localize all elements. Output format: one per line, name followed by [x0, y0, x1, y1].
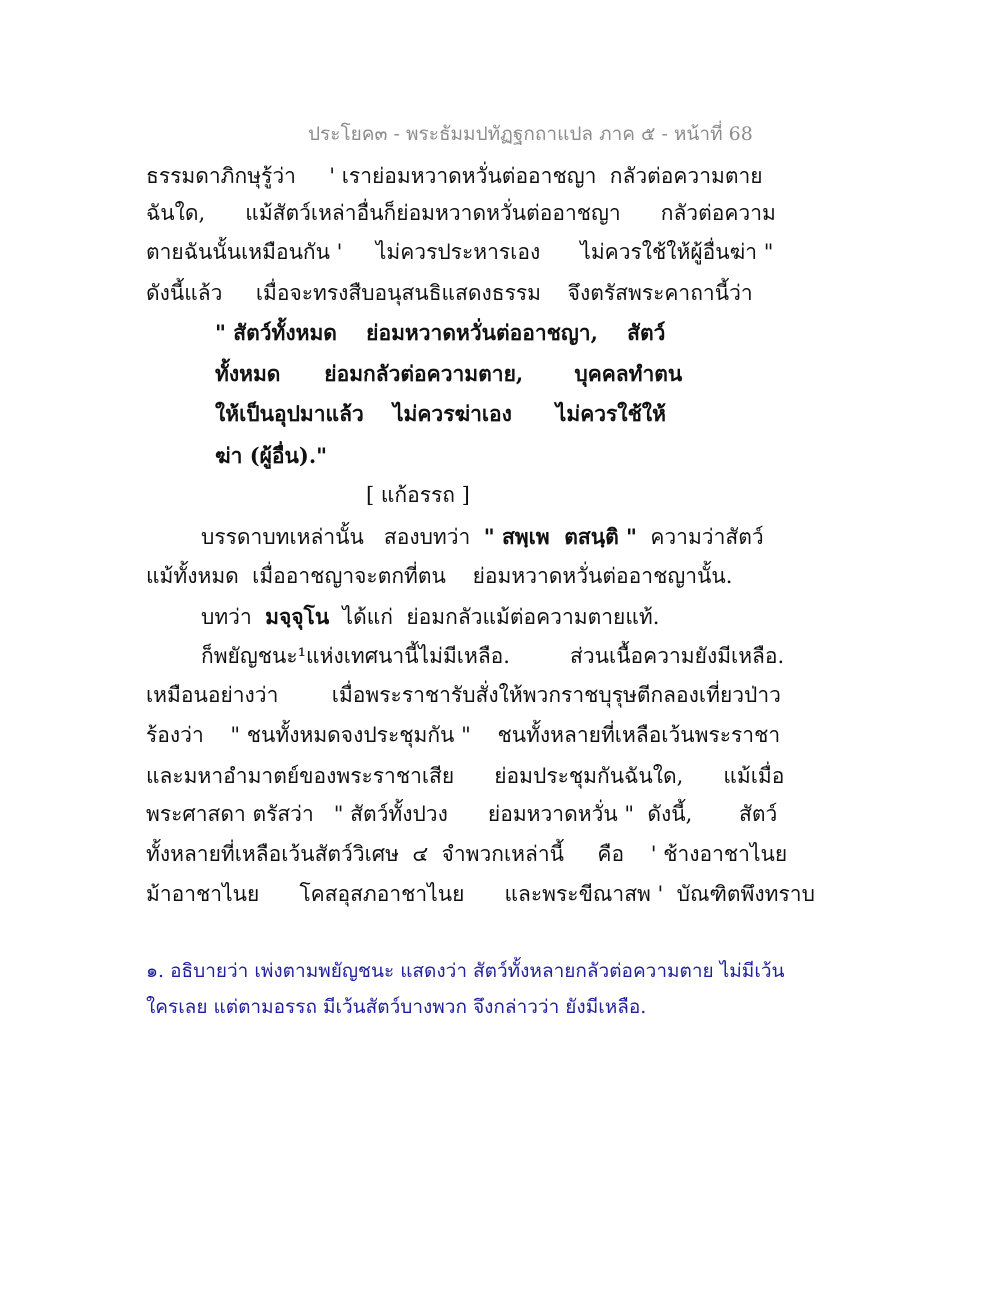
pali-term: " สพฺเพ ตสนฺติ " — [483, 524, 637, 549]
text-segment: บทว่า — [201, 605, 266, 629]
text-segment: บรรดาบทเหล่านั้น สองบทว่า — [201, 525, 484, 549]
paragraph-line: ร้องว่า " ชนทั้งหมดจงประชุมกัน " ชนทั้งหลายที่เหลือเว้นพระราชา — [146, 723, 781, 747]
verse-line: ให้เป็นอุปมาแล้ว ไม่ควรฆ่าเอง ไม่ควรใช้ให้ — [215, 401, 666, 426]
paragraph-line: เหมือนอย่างว่า เมื่อพระราชารับสั่งให้พวกราชบุรุษตีกลองเที่ยวป่าว — [146, 683, 781, 707]
paragraph-line: พระศาสดา ตรัสว่า " สัตว์ทั้งปวง ย่อมหวาดหวั่น " ดังนี้, สัตว์ — [146, 802, 778, 826]
body-line: ดังนี้แล้ว เมื่อจะทรงสืบอนุสนธิแสดงธรรม จึงตรัสพระคาถานี้ว่า — [146, 281, 753, 305]
verse-line: ทั้งหมด ย่อมกลัวต่อความตาย, บุคคลทำตน — [215, 361, 683, 386]
body-line: ธรรมดาภิกษุรู้ว่า ' เราย่อมหวาดหวั่นต่ออาชญา กลัวต่อความตาย — [146, 164, 763, 188]
paragraph-line: ทั้งหลายที่เหลือเว้นสัตว์วิเศษ ๔ จำพวกเหล่านี้ คือ ' ช้างอาชาไนย — [146, 842, 788, 866]
paragraph-line: ก็พยัญชนะ¹แห่งเทศนานี้ไม่มีเหลือ. ส่วนเนื้อความยังมีเหลือ. — [201, 644, 785, 668]
text-segment: ความว่าสัตว์ — [636, 525, 764, 549]
paragraph-line: ม้าอาชาไนย โคสอุสภอาชาไนย และพระขีณาสพ ' บัณฑิตพึงทราบ — [146, 882, 815, 906]
verse-line: " สัตว์ทั้งหมด ย่อมหวาดหวั่นต่ออาชญา, สัตว์ — [215, 320, 666, 345]
footnote-line: ๑. อธิบายว่า เพ่งตามพยัญชนะ แสดงว่า สัตว์ทั้งหลายกลัวต่อความตาย ไม่มีเว้น — [146, 960, 785, 982]
paragraph-line: และมหาอำมาตย์ของพระราชาเสีย ย่อมประชุมกันฉันใด, แม้เมื่อ — [146, 764, 785, 788]
paragraph-line: แม้ทั้งหมด เมื่ออาชญาจะตกที่ตน ย่อมหวาดหวั่นต่ออาชญานั้น. — [146, 564, 733, 588]
footnote-line: ใครเลย แต่ตามอรรถ มีเว้นสัตว์บางพวก จึงกล่าวว่า ยังมีเหลือ. — [146, 996, 647, 1018]
paragraph-line — [201, 526, 764, 548]
body-line: ตายฉันนั้นเหมือนกัน ' ไม่ควรประหารเอง ไม่ควรใช้ให้ผู้อื่นฆ่า " — [146, 240, 774, 264]
verse-line: ฆ่า (ผู้อื่น)." — [215, 443, 328, 468]
running-header: ประโยค๓ - พระธัมมปทัฏฐกถาแปล ภาค ๕ - หน้าที่ 68 — [308, 123, 753, 145]
pali-term: มจฺจุโน — [265, 604, 330, 629]
body-line: ฉันใด, แม้สัตว์เหล่าอื่นก็ย่อมหวาดหวั่นต่ออาชญา กลัวต่อความ — [146, 201, 776, 225]
paragraph-line — [201, 606, 659, 628]
section-title: [ แก้อรรถ ] — [366, 483, 470, 507]
text-segment: ได้แก่ ย่อมกลัวแม้ต่อความตายแท้. — [329, 605, 660, 629]
